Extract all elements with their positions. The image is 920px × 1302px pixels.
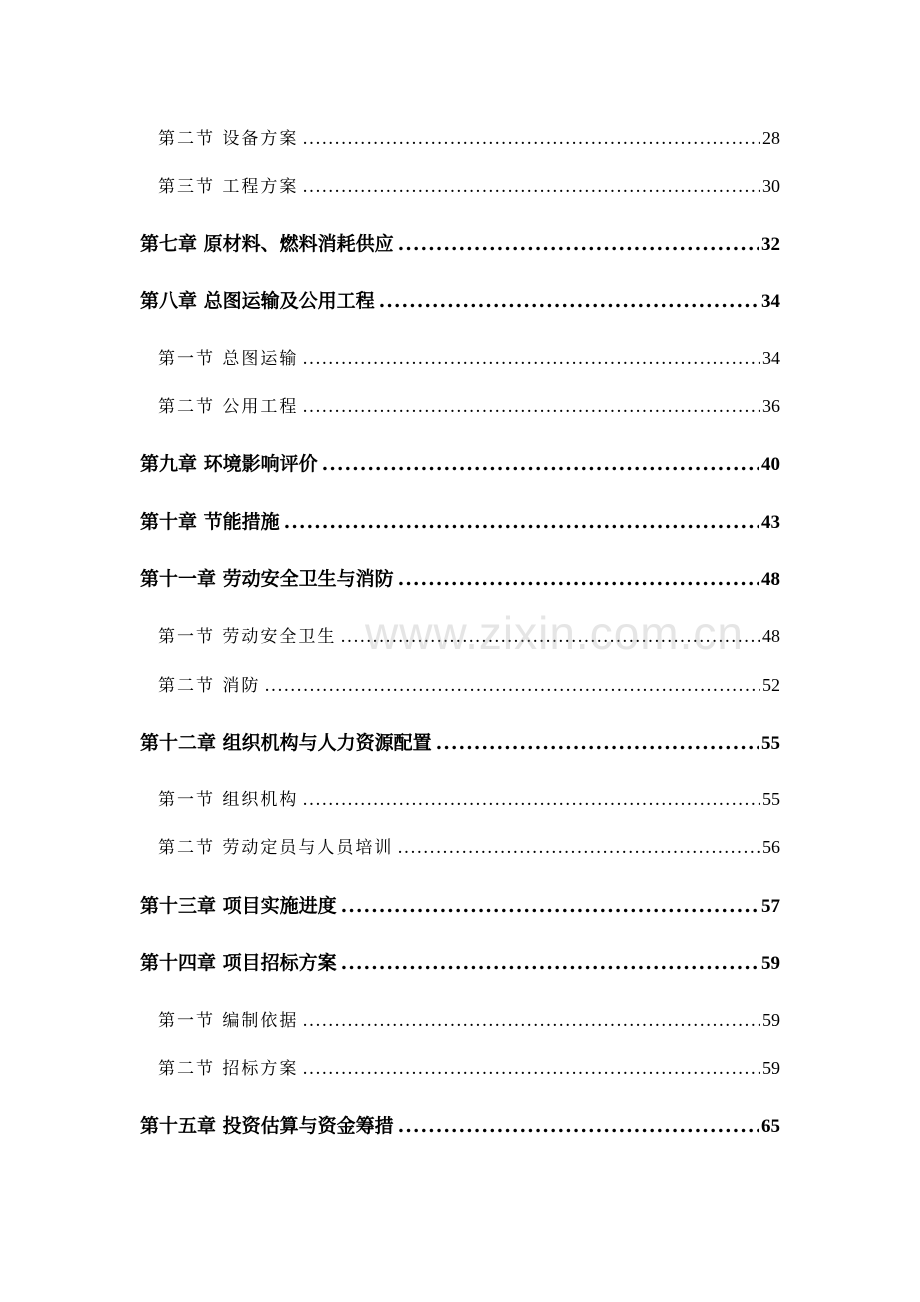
toc-leader-dots xyxy=(398,1115,759,1137)
toc-entry-chapter[interactable] xyxy=(140,229,780,256)
toc-entry-title: 第二节 消防 xyxy=(158,676,261,696)
toc-page-number: 28 xyxy=(762,128,780,148)
toc-entry-chapter[interactable] xyxy=(140,1111,780,1138)
toc-leader-dots xyxy=(341,952,759,974)
toc-entry-chapter[interactable] xyxy=(140,564,780,591)
toc-entry-chapter[interactable] xyxy=(140,286,780,313)
toc-entry-chapter[interactable] xyxy=(140,728,780,755)
toc-entry-title: 第十二章 组织机构与人力资源配置 xyxy=(140,732,432,754)
toc-entry-title: 第十章 节能措施 xyxy=(140,511,280,533)
toc-entry-title: 第一节 组织机构 xyxy=(158,790,299,810)
toc-entry-title: 第十三章 项目实施进度 xyxy=(140,895,337,917)
toc-leader-dots xyxy=(340,627,760,647)
toc-entry-title: 第十一章 劳动安全卫生与消防 xyxy=(140,568,394,590)
toc-entry-chapter[interactable] xyxy=(140,891,780,918)
toc-entry-title: 第二节 招标方案 xyxy=(158,1059,299,1079)
toc-page-number: 30 xyxy=(762,176,780,196)
toc-leader-dots xyxy=(302,349,760,369)
toc-entry-section[interactable] xyxy=(158,671,780,696)
toc-page-number: 43 xyxy=(761,512,780,533)
toc-entry-section[interactable] xyxy=(158,1054,780,1079)
toc-entry-title: 第二节 设备方案 xyxy=(158,129,299,149)
toc-entry-title: 第一节 总图运输 xyxy=(158,349,299,369)
toc-entry-section[interactable] xyxy=(158,622,780,647)
toc-leader-dots xyxy=(436,732,759,754)
toc-entry-title: 第十五章 投资估算与资金筹措 xyxy=(140,1115,394,1137)
toc-leader-dots xyxy=(302,1059,760,1079)
toc-entry-section[interactable] xyxy=(158,1006,780,1031)
toc-entry-title: 第八章 总图运输及公用工程 xyxy=(140,290,375,312)
toc-leader-dots xyxy=(284,511,759,533)
toc-entry-section[interactable] xyxy=(158,172,780,197)
toc-leader-dots xyxy=(302,790,760,810)
toc-leader-dots xyxy=(322,453,759,475)
toc-page-number: 59 xyxy=(762,1010,780,1030)
toc-entry-title: 第一节 编制依据 xyxy=(158,1011,299,1031)
toc-entry-section[interactable] xyxy=(158,785,780,810)
toc-entry-title: 第九章 环境影响评价 xyxy=(140,453,318,475)
toc-entry-section[interactable] xyxy=(158,833,780,858)
toc-page-number: 65 xyxy=(761,1116,780,1137)
toc-entry-section[interactable] xyxy=(158,392,780,417)
toc-page-number: 55 xyxy=(762,789,780,809)
toc-page-number: 57 xyxy=(761,896,780,917)
toc-leader-dots xyxy=(302,397,760,417)
toc-leader-dots xyxy=(341,895,759,917)
toc-entry-section[interactable] xyxy=(158,344,780,369)
toc-page-number: 56 xyxy=(762,837,780,857)
toc-leader-dots xyxy=(302,177,760,197)
toc-leader-dots xyxy=(398,233,759,255)
toc-leader-dots xyxy=(302,1011,760,1031)
toc-page-number: 34 xyxy=(761,291,780,312)
toc-page-number: 59 xyxy=(761,953,780,974)
toc-entry-title: 第三节 工程方案 xyxy=(158,177,299,197)
toc-entry-chapter[interactable] xyxy=(140,507,780,534)
toc-entry-title: 第二节 公用工程 xyxy=(158,397,299,417)
toc-leader-dots xyxy=(264,676,760,696)
toc-entry-chapter[interactable] xyxy=(140,449,780,476)
toc-entry-title: 第一节 劳动安全卫生 xyxy=(158,627,337,647)
watermark: www.zixin.com.cn xyxy=(365,607,744,659)
toc-page-number: 59 xyxy=(762,1058,780,1078)
toc-page-number: 52 xyxy=(762,675,780,695)
toc-page-number: 48 xyxy=(762,626,780,646)
toc-leader-dots xyxy=(397,838,760,858)
toc-entry-chapter[interactable] xyxy=(140,948,780,975)
toc-entry-title: 第七章 原材料、燃料消耗供应 xyxy=(140,233,394,255)
toc-entry-section[interactable] xyxy=(158,124,780,149)
toc-leader-dots xyxy=(379,290,759,312)
toc-page-number: 40 xyxy=(761,454,780,475)
toc-leader-dots xyxy=(398,568,759,590)
toc-leader-dots xyxy=(302,129,760,149)
toc-entry-title: 第十四章 项目招标方案 xyxy=(140,952,337,974)
toc-page-number: 55 xyxy=(761,733,780,754)
toc-page-number: 48 xyxy=(761,569,780,590)
toc-entry-title: 第二节 劳动定员与人员培训 xyxy=(158,838,394,858)
toc-page-number: 32 xyxy=(761,234,780,255)
toc-page-number: 36 xyxy=(762,396,780,416)
toc-page-number: 34 xyxy=(762,348,780,368)
